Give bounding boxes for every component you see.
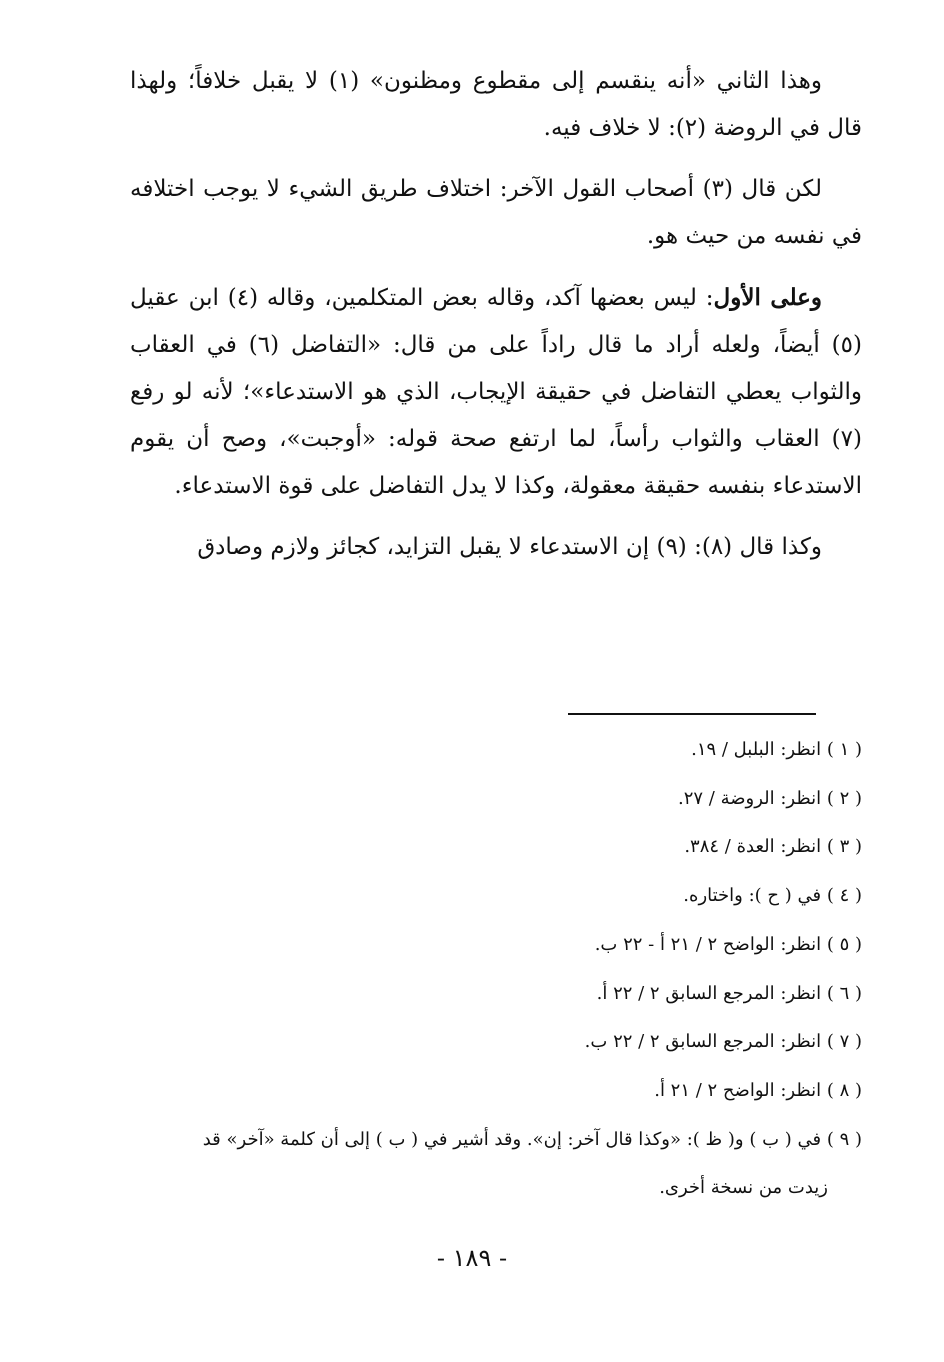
page-number: - ١٨٩ - bbox=[436, 1244, 508, 1272]
footnote-9-continuation: زيدت من نسخة أخرى. bbox=[659, 1177, 828, 1199]
footnote-2: ( ٢ ) انظر: الروضة / ٢٧. bbox=[677, 787, 862, 809]
footnote-5: ( ٥ ) انظر: الواضح ٢ / ٢١ أ - ٢٢ ب. bbox=[594, 933, 862, 955]
footnote-7: ( ٧ ) انظر: المرجع السابق ٢ / ٢٢ ب. bbox=[584, 1031, 862, 1053]
footnote-4: ( ٤ ) في ( ح ): واختاره. bbox=[683, 885, 862, 907]
paragraph-text: : ليس بعضها آكد، وقاله بعض المتكلمين، وقاله (٤) ابن عقيل (٥) أيضاً، ولعله أراد ما قال راداً على من قال: «التفاضل (٦) في العقاب والثواب يعطي التفاضل في حقيقة الإيجاب، الذي هو الاستدعاء»؛ لأنه لو رفع (٧) العقاب والثواب رأساً، لما ارتفع صحة قوله: «أوجبت»، وصح أن يقوم الاستدعاء بنفسه حقيقة معقولة، وكذا لا يدل التفاضل على قوة الاستدعاء. bbox=[130, 285, 862, 499]
paragraph-lead: وعلى الأول bbox=[713, 284, 823, 311]
paragraph-2 bbox=[130, 166, 862, 260]
paragraph-text: لكن قال (٣) أصحاب القول الآخر: اختلاف طريق الشيء لا يوجب اختلافه في نفسه من حيث هو. bbox=[130, 176, 862, 249]
main-text bbox=[130, 58, 862, 585]
footnote-6: ( ٦ ) انظر: المرجع السابق ٢ / ٢٢ أ. bbox=[596, 982, 862, 1004]
paragraph-3 bbox=[130, 274, 862, 510]
paragraph-1 bbox=[130, 58, 862, 152]
footnote-1: ( ١ ) انظر: البلبل / ١٩. bbox=[691, 739, 862, 760]
paragraph-text: وهذا الثاني «أنه ينقسم إلى مقطوع ومظنون» (١) لا يقبل خلافاً؛ ولهذا قال في الروضة (٢): لا خلاف فيه. bbox=[130, 68, 862, 141]
footnote-8: ( ٨ ) انظر: الواضح ٢ / ٢١ أ. bbox=[654, 1079, 862, 1101]
footnotes bbox=[130, 726, 862, 1213]
paragraph-4 bbox=[130, 524, 862, 571]
footnote-divider bbox=[568, 713, 816, 715]
paragraph-text: وكذا قال (٨): (٩) إن الاستدعاء لا يقبل التزايد، كجائز ولازم وصادق bbox=[197, 534, 822, 560]
footnote-9: ( ٩ ) في ( ب ) و( ظ ): «وكذا قال آخر: إن». وقد أشير في ( ب ) إلى أن كلمة «آخر» قد bbox=[202, 1128, 862, 1150]
footnote-3: ( ٣ ) انظر: العدة / ٣٨٤. bbox=[684, 836, 862, 858]
